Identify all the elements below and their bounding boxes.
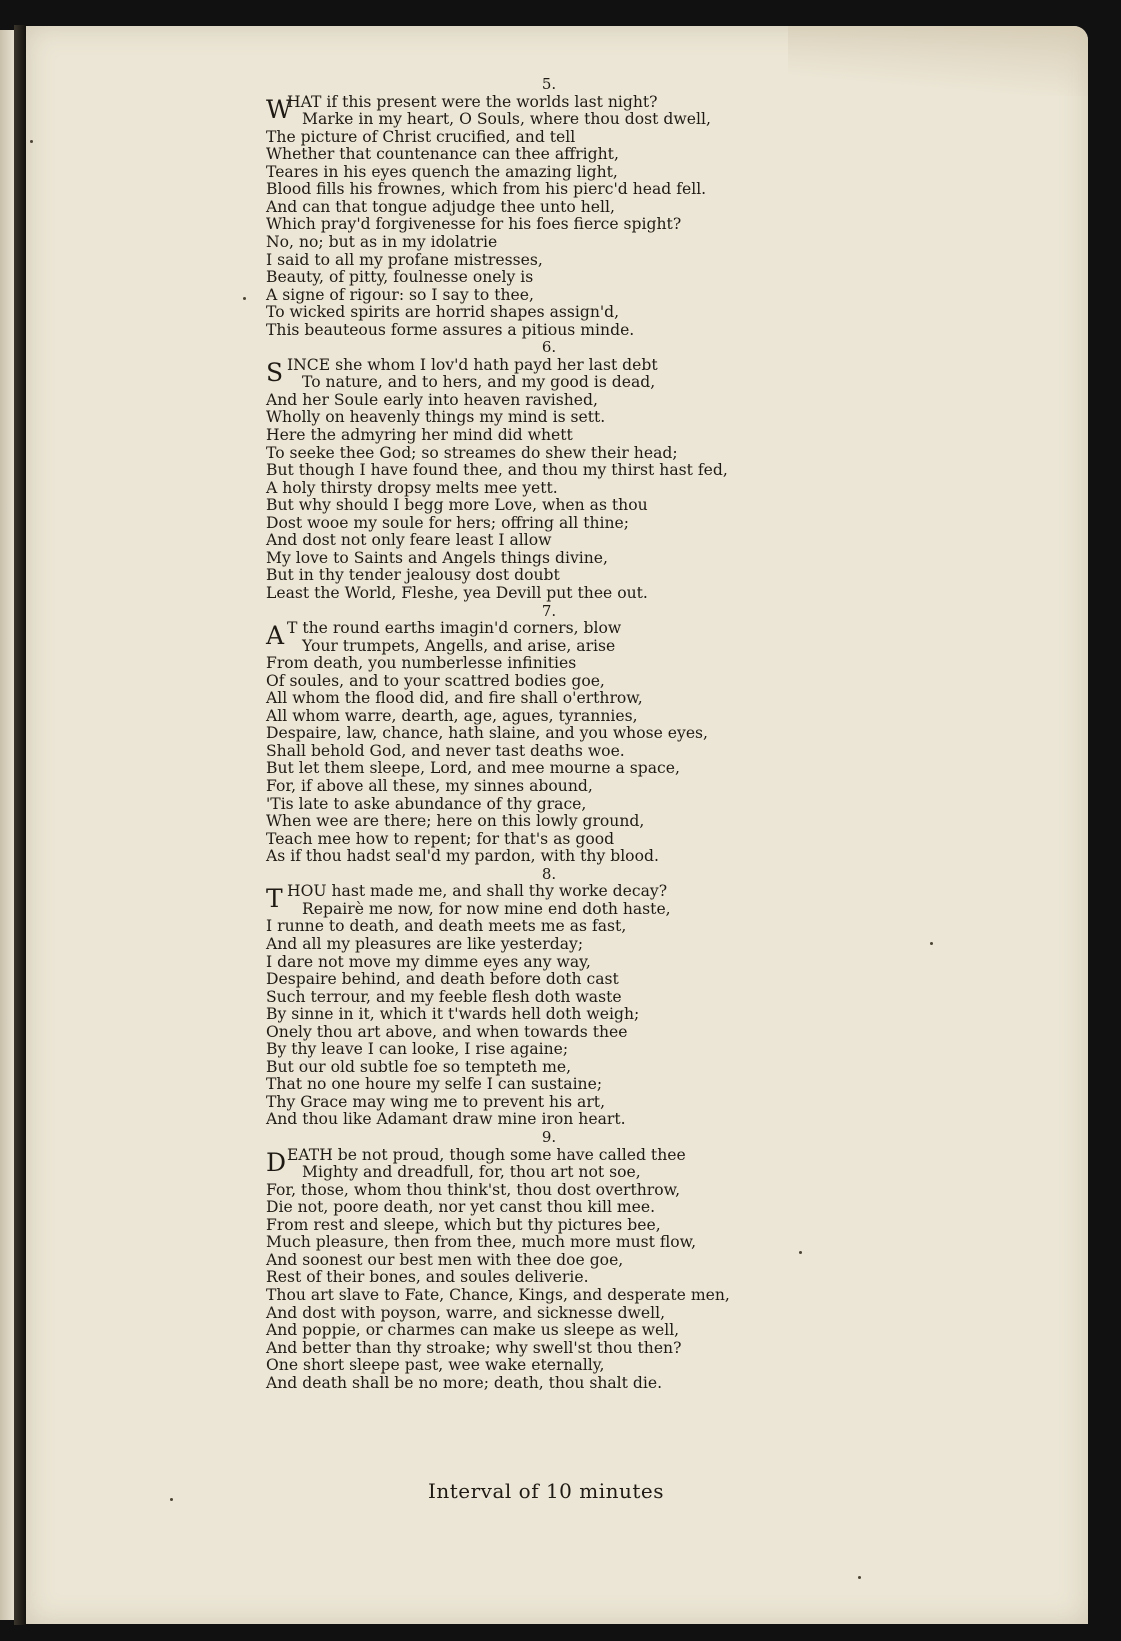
poem-line: I runne to death, and death meets me as fast, — [266, 917, 627, 936]
poem-line: But in thy tender jealousy dost doubt — [266, 566, 560, 585]
poem-line-text: EATH be not proud, though some have called thee — [287, 1145, 686, 1164]
poem-line: And thou like Adamant draw mine iron heart. — [266, 1110, 626, 1129]
poem-line: Of soules, and to your scattred bodies goe, — [266, 671, 605, 690]
poem-line: Much pleasure, then from thee, much more must flow, — [266, 1233, 697, 1252]
poem-line: And better than thy stroake; why swell'st thou then? — [266, 1338, 682, 1357]
paper-speck — [858, 1576, 861, 1579]
poem-line: Rest of their bones, and soules deliverie. — [266, 1268, 589, 1287]
paper-speck — [930, 942, 933, 945]
poem-line: Wholly on heavenly things my mind is sett. — [266, 408, 606, 427]
poem-line: When wee are there; here on this lowly ground, — [266, 812, 645, 831]
poem-line: For, if above all these, my sinnes abound, — [266, 777, 593, 796]
holy-sonnets-text — [266, 76, 826, 1392]
poem-line: Thy Grace may wing me to prevent his art, — [266, 1092, 606, 1111]
poem-line: Here the admyring her mind did whett — [266, 426, 573, 445]
poem-line: And soonest our best men with thee doe goe, — [266, 1250, 624, 1269]
poem-line: No, no; but as in my idolatrie — [266, 232, 498, 251]
poem-line-text: HOU hast made me, and shall thy worke decay? — [287, 882, 668, 901]
drop-capital: A — [266, 621, 285, 651]
poem-line: Onely thou art above, and when towards thee — [266, 1022, 628, 1041]
poem-line: 'Tis late to aske abundance of thy grace, — [266, 794, 587, 813]
poem-line: One short sleepe past, wee wake eternally, — [266, 1356, 605, 1375]
poem-line: As if thou hadst seal'd my pardon, with thy blood. — [266, 847, 659, 866]
poem-line: From death, you numberlesse infinities — [266, 654, 577, 673]
drop-capital: W — [266, 94, 292, 124]
poem-line: Least the World, Fleshe, yea Devill put thee out. — [266, 583, 648, 602]
paper-speck — [30, 140, 33, 143]
drop-capital: T — [266, 884, 283, 914]
sonnet-9 — [266, 1129, 826, 1392]
poem-line: And poppie, or charmes can make us sleepe as well, — [266, 1321, 680, 1340]
paper-speck — [243, 297, 246, 300]
poem-line: From rest and sleepe, which but thy pictures bee, — [266, 1215, 661, 1234]
poem-line: This beauteous forme assures a pitious minde. — [266, 320, 635, 339]
sonnet-number: 7. — [541, 601, 557, 620]
poem-line: But though I have found thee, and thou my thirst hast fed, — [266, 461, 728, 480]
poem-line: By thy leave I can looke, I rise againe; — [266, 1040, 569, 1059]
poem-line: I said to all my profane mistresses, — [266, 250, 543, 269]
poem-line: But our old subtle foe so tempteth me, — [266, 1057, 572, 1076]
sonnet-5 — [266, 76, 826, 339]
poem-line: Blood fills his frownes, which from his pierc'd head fell. — [266, 180, 707, 199]
poem-line: Repairè me now, for now mine end doth haste, — [302, 899, 671, 918]
poem-line: To seeke thee God; so streames do shew their head; — [266, 443, 678, 462]
drop-capital: D — [266, 1147, 287, 1177]
paper-speck — [170, 1498, 173, 1501]
poem-line: To wicked spirits are horrid shapes assign'd, — [266, 303, 620, 322]
poem-line: And can that tongue adjudge thee unto hell, — [266, 197, 615, 216]
poem-line: Beauty, of pitty, foulnesse onely is — [266, 268, 534, 287]
poem-line: And dost with poyson, warre, and sicknesse dwell, — [266, 1303, 666, 1322]
poem-line: For, those, whom thou think'st, thou dost overthrow, — [266, 1180, 681, 1199]
poem-line: Despaire behind, and death before doth cast — [266, 970, 619, 989]
sonnet-6 — [266, 339, 826, 602]
poem-line: All whom the flood did, and fire shall o'erthrow, — [266, 689, 643, 708]
sonnet-number: 6. — [541, 338, 557, 357]
poem-line: Whether that countenance can thee affright, — [266, 145, 619, 164]
paper-speck — [799, 1251, 802, 1254]
poem-line: Mighty and dreadfull, for, thou art not soe, — [302, 1163, 641, 1182]
sonnet-number: 9. — [541, 1128, 557, 1146]
drop-capital: S — [266, 357, 284, 387]
page-curl-shadow — [788, 26, 1088, 96]
poem-line: Despaire, law, chance, hath slaine, and you whose eyes, — [266, 724, 709, 743]
sonnet-number: 8. — [541, 864, 557, 883]
poem-line: By sinne in it, which it t'wards hell doth weigh; — [266, 1005, 640, 1024]
poem-line: All whom warre, dearth, age, agues, tyrannies, — [266, 706, 638, 725]
poem-line: My love to Saints and Angels things divine, — [266, 548, 608, 567]
poem-line: And all my pleasures are like yesterday; — [266, 934, 584, 953]
poem-line: Marke in my heart, O Souls, where thou dost dwell, — [302, 110, 711, 129]
sonnet-8 — [266, 866, 826, 1129]
sonnet-number: 5. — [541, 75, 557, 93]
poem-line: Teach mee how to repent; for that's as good — [266, 829, 615, 848]
poem-line-text: T the round earths imagin'd corners, blow — [287, 619, 622, 638]
poem-line: The picture of Christ crucified, and tell — [266, 127, 576, 146]
facing-page-edge — [0, 30, 14, 1620]
poem-line: Die not, poore death, nor yet canst thou kill mee. — [266, 1198, 656, 1217]
sonnet-7 — [266, 603, 826, 866]
poem-line: A holy thirsty dropsy melts mee yett. — [266, 478, 558, 497]
poem-line: Dost wooe my soule for hers; offring all thine; — [266, 513, 630, 532]
poem-line-text: HAT if this present were the worlds last night? — [287, 92, 658, 111]
poem-line: And dost not only feare least I allow — [266, 531, 552, 550]
poem-line: Teares in his eyes quench the amazing light, — [266, 162, 618, 181]
poem-line-text: INCE she whom I lov'd hath payd her last debt — [287, 355, 658, 374]
poem-line: And her Soule early into heaven ravished, — [266, 390, 598, 409]
interval-note: Interval of 10 minutes — [427, 1479, 665, 1503]
poem-line: Which pray'd forgivenesse for his foes fierce spight? — [266, 215, 682, 234]
poem-line: Your trumpets, Angells, and arise, arise — [302, 636, 616, 655]
poem-line: Such terrour, and my feeble flesh doth waste — [266, 987, 622, 1006]
poem-line: And death shall be no more; death, thou shalt die. — [266, 1373, 663, 1392]
poem-line: That no one houre my selfe I can sustaine; — [266, 1075, 603, 1094]
poem-line: I dare not move my dimme eyes any way, — [266, 952, 591, 971]
poem-line: But let them sleepe, Lord, and mee mourne a space, — [266, 759, 680, 778]
poem-line: A signe of rigour: so I say to thee, — [266, 285, 534, 304]
poem-line: Thou art slave to Fate, Chance, Kings, and desperate men, — [266, 1285, 730, 1304]
poem-line: To nature, and to hers, and my good is dead, — [302, 373, 656, 392]
poem-line: But why should I begg more Love, when as thou — [266, 496, 648, 515]
poem-line: Shall behold God, and never tast deaths woe. — [266, 741, 625, 760]
